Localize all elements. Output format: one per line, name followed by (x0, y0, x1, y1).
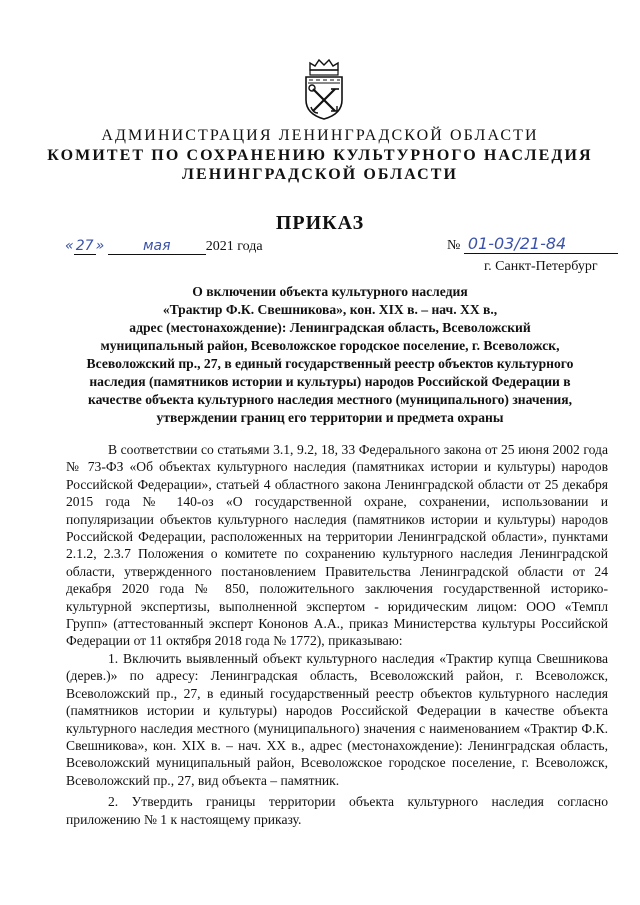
document-date (65, 238, 263, 255)
date-year: 2021 года (205, 239, 263, 254)
date-month: мая (108, 238, 206, 255)
date-day: 27 (74, 238, 96, 255)
subject-line: «Трактир Ф.К. Свешникова», кон. XIX в. – нач. XX в., (162, 302, 498, 317)
document-number (447, 234, 618, 254)
org-line-region: ЛЕНИНГРАДСКОЙ ОБЛАСТИ (181, 166, 459, 183)
document-city: г. Санкт-Петербург (484, 259, 598, 274)
order-item-2: 2. Утвердить границы территории объекта культурного наследия согласно приложению № 1 к настоящему приказу. (66, 794, 608, 827)
subject-line: наследия (памятников истории и культуры) народов Российской Федерации в (89, 374, 571, 389)
number-value: 01-03/21-84 (464, 234, 618, 254)
document-body (66, 441, 608, 828)
date-open-quote: « (65, 238, 74, 254)
subject-line: О включении объекта культурного наследия (192, 284, 468, 299)
org-line-administration: АДМИНИСТРАЦИЯ ЛЕНИНГРАДСКОЙ ОБЛАСТИ (101, 127, 539, 144)
date-close-quote: » (95, 238, 105, 254)
subject-line: качестве объекта культурного наследия местного (муниципального) значения, (88, 392, 572, 407)
subject-line: Всеволожский пр., 27, в единый государственный реестр объектов культурного (86, 356, 574, 371)
subject-line: муниципальный район, Всеволожское городское поселение, г. Всеволожск, (100, 338, 560, 353)
subject-line: адрес (местонахождение): Ленинградская область, Всеволожский (129, 320, 531, 335)
order-item-1: 1. Включить выявленный объект культурного наследия «Трактир купца Свешникова (дерев.)» по адресу: Ленинградская область, Всеволожский район, г. Всеволожск, Всеволожский пр., 27, в единый государственный реестр объектов культурного наследия (памятников истории и культуры) народов Российской Федерации в качестве объекта культурного наследия местного (муниципального) значения с наименованием «Трактир Ф.К. Свешникова», кон. XIX в. – нач. XX в., адрес (местонахождение): Ленинградская область, Всеволожский муниципальный район, Всеволожское городское поселение, г. Всеволожск, Всеволожский пр., 27, вид объекта – памятник. (66, 650, 608, 788)
document-subject (60, 283, 600, 427)
document-title: ПРИКАЗ (275, 212, 365, 234)
subject-line: утверждении границ его территории и предмета охраны (156, 410, 504, 425)
coat-of-arms-icon (301, 56, 347, 122)
number-sign: № (447, 238, 461, 253)
org-line-committee: КОМИТЕТ ПО СОХРАНЕНИЮ КУЛЬТУРНОГО НАСЛЕДИЯ (47, 147, 593, 164)
preamble-paragraph: В соответствии со статьями 3.1, 9.2, 18, 33 Федерального закона от 25 июня 2002 года № 73-ФЗ «Об объектах культурного наследия (памятниках истории и культуры) народов Российской Федерации», статьей 4 областного закона Ленинградской области от 25 декабря 2015 года № 140-оз «О государственной охране, сохранении, использовании и популяризации объектов культурного наследия (памятников истории и культуры) народов Российской Федерации, расположенных на территории Ленинградской области», пунктами 2.1.2, 2.3.7 Положения о комитете по сохранению культурного наследия Ленинградской области, утвержденного постановлением Правительства Ленинградской области от 24 декабря 2020 года № 850, положительного заключения государственной историко-культурной экспертизы, выполненной экспертом - юридическим лицом: ООО «Темпл Групп» (аттестованный эксперт Кононов А.А., приказ Министерства культуры Российской Федерации от 11 октября 2018 года № 1772), приказываю: (66, 442, 608, 649)
